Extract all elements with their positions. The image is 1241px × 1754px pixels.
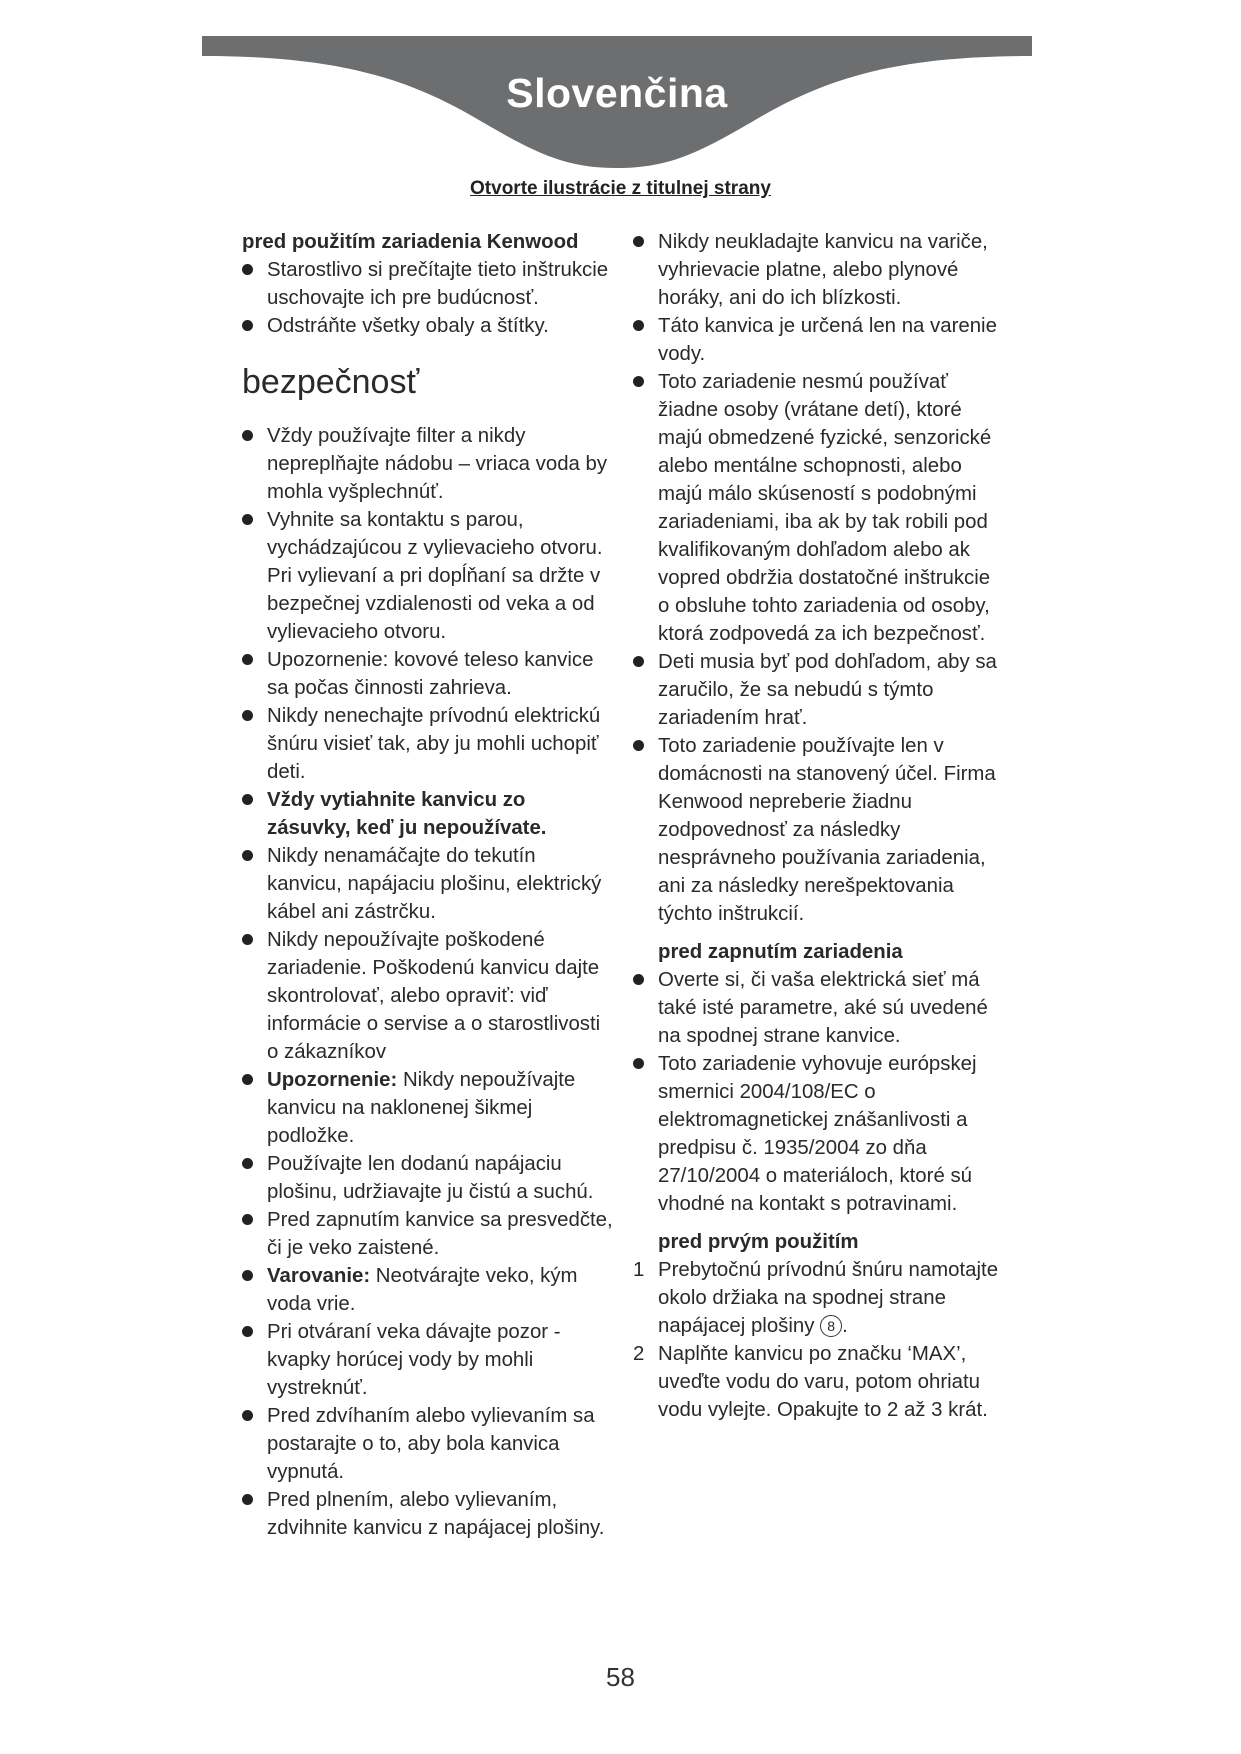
left-column xyxy=(242,228,614,1542)
bullet-icon xyxy=(242,1158,253,1169)
list-item: Nikdy nenechajte prívodnú elektrickú šnúru visieť tak, aby ju mohli uchopiť deti. xyxy=(242,702,614,786)
spacer xyxy=(633,1218,1005,1228)
bullet-icon xyxy=(242,794,253,805)
header-band xyxy=(202,36,1032,172)
bullet-icon xyxy=(242,654,253,665)
step-number: 1 xyxy=(633,1259,645,1281)
bullet-icon xyxy=(242,1410,253,1421)
warning-label: Upozornenie: xyxy=(267,1069,398,1091)
list-item: Používajte len dodanú napájaciu plošinu, udržiavajte ju čistú a suchú. xyxy=(242,1150,614,1206)
list-item: Upozornenie: kovové teleso kanvice sa počas činnosti zahrieva. xyxy=(242,646,614,702)
bullet-icon xyxy=(633,1058,644,1069)
bullet-icon xyxy=(242,850,253,861)
list-item: Deti musia byť pod dohľadom, aby sa zaručilo, že sa nebudú s týmto zariadením hrať. xyxy=(633,648,1005,732)
bullet-icon xyxy=(242,1270,253,1281)
list-item: Nikdy nenamáčajte do tekutín kanvicu, napájaciu plošinu, elektrický kábel ani zástrčku. xyxy=(242,842,614,926)
bullet-icon xyxy=(242,710,253,721)
list-item-varovanie: Varovanie: Neotvárajte veko, kým voda vrie. xyxy=(242,1262,614,1318)
bullet-icon xyxy=(633,656,644,667)
list-item: Starostlivo si prečítajte tieto inštrukcie uschovajte ich pre budúcnosť. xyxy=(242,256,614,312)
list-item: Odstráňte všetky obaly a štítky. xyxy=(242,312,614,340)
figure-ref-badge: 8 xyxy=(820,1315,842,1337)
bullet-icon xyxy=(242,1494,253,1505)
list-item: Pred zapnutím kanvice sa presvedčte, či je veko zaistené. xyxy=(242,1206,614,1262)
step-number: 2 xyxy=(633,1343,645,1365)
bullet-icon xyxy=(242,1326,253,1337)
bullet-icon xyxy=(633,320,644,331)
bullet-icon xyxy=(242,934,253,945)
list-item: Toto zariadenie používajte len v domácnosti na stanovený účel. Firma Kenwood nepreberie žiadnu zodpovednosť za následky nesprávneho používania zariadenia, ani za následky nerešpektovania týchto inštrukcií. xyxy=(633,732,1005,928)
list-item-bold: Vždy vytiahnite kanvicu zo zásuvky, keď ju nepoužívate. xyxy=(242,786,614,842)
bullet-icon xyxy=(242,514,253,525)
list-item: Toto zariadenie vyhovuje európskej smernici 2004/108/EC o elektromagnetickej znášanlivosti a predpisu č. 1935/2004 zo dňa 27/10/2004 o materiáloch, ktoré sú vhodné na kontakt s potravinami. xyxy=(633,1050,1005,1218)
list-item: Vyhnite sa kontaktu s parou, vychádzajúcou z vylievacieho otvoru. Pri vylievaní a pri dopĺňaní sa držte v bezpečnej vzdialenosti od veka a od vylievacieho otvoru. xyxy=(242,506,614,646)
bullet-icon xyxy=(242,264,253,275)
bullet-icon xyxy=(242,1074,253,1085)
subtitle: Otvorte ilustrácie z titulnej strany xyxy=(470,178,771,199)
bullet-icon xyxy=(633,974,644,985)
before-use-heading: pred zapnutím zariadenia xyxy=(658,941,903,963)
list-item: Overte si, či vaša elektrická sieť má také isté parametre, aké sú uvedené na spodnej strane kanvice. xyxy=(633,966,1005,1050)
bullet-icon xyxy=(242,1214,253,1225)
numbered-step: 1 Prebytočnú prívodnú šnúru namotajte okolo držiaka na spodnej strane napájacej plošiny 8 . xyxy=(633,1256,1005,1340)
list-item: Nikdy nepoužívajte poškodené zariadenie. Poškodenú kanvicu dajte skontrolovať, alebo opraviť: viď informácie o servise a o starostlivosti o zákazníkov xyxy=(242,926,614,1066)
intro-heading: pred použitím zariadenia Kenwood xyxy=(242,231,579,253)
bullet-icon xyxy=(633,236,644,247)
header-title: Slovenčina xyxy=(506,70,728,116)
list-item: Pred plnením, alebo vylievaním, zdvihnite kanvicu z napájacej plošiny. xyxy=(242,1486,614,1542)
bullet-icon xyxy=(242,430,253,441)
numbered-step: 2 Naplňte kanvicu po značku ‘MAX’, uveďte vodu do varu, potom ohriatu vodu vylejte. Opakujte to 2 až 3 krát. xyxy=(633,1340,1005,1424)
list-item: Pred zdvíhaním alebo vylievaním sa postarajte o to, aby bola kanvica vypnutá. xyxy=(242,1402,614,1486)
bullet-icon xyxy=(242,320,253,331)
list-item: Táto kanvica je určená len na varenie vody. xyxy=(633,312,1005,368)
bullet-icon xyxy=(633,376,644,387)
first-use-heading: pred prvým použitím xyxy=(658,1231,859,1253)
list-item-warning: Upozornenie: Nikdy nepoužívajte kanvicu na naklonenej šikmej podložke. xyxy=(242,1066,614,1150)
right-column xyxy=(633,228,1005,1424)
list-item: Nikdy neukladajte kanvicu na variče, vyhrievacie platne, alebo plynové horáky, ani do ich blízkosti. xyxy=(633,228,1005,312)
varovanie-label: Varovanie: xyxy=(267,1265,371,1287)
bullet-icon xyxy=(633,740,644,751)
section-title-safety: bezpečnosť xyxy=(242,363,420,401)
spacer xyxy=(633,928,1005,938)
list-item: Toto zariadenie nesmú používať žiadne osoby (vrátane detí), ktoré majú obmedzené fyzické, senzorické alebo mentálne schopnosti, alebo majú málo skúseností s podobnými zariadeniami, iba ak by tak robili pod kvalifikovaným dohľadom alebo ak vopred obdržia dostatočné inštrukcie o obsluhe tohto zariadenia od osoby, ktorá zodpovedá za ich bezpečnosť. xyxy=(633,368,1005,648)
list-item: Pri otváraní veka dávajte pozor - kvapky horúcej vody by mohli vystreknúť. xyxy=(242,1318,614,1402)
list-item: Vždy používajte filter a nikdy nepreplňajte nádobu – vriaca voda by mohla vyšplechnúť. xyxy=(242,422,614,506)
page-number: 58 xyxy=(606,1662,635,1692)
